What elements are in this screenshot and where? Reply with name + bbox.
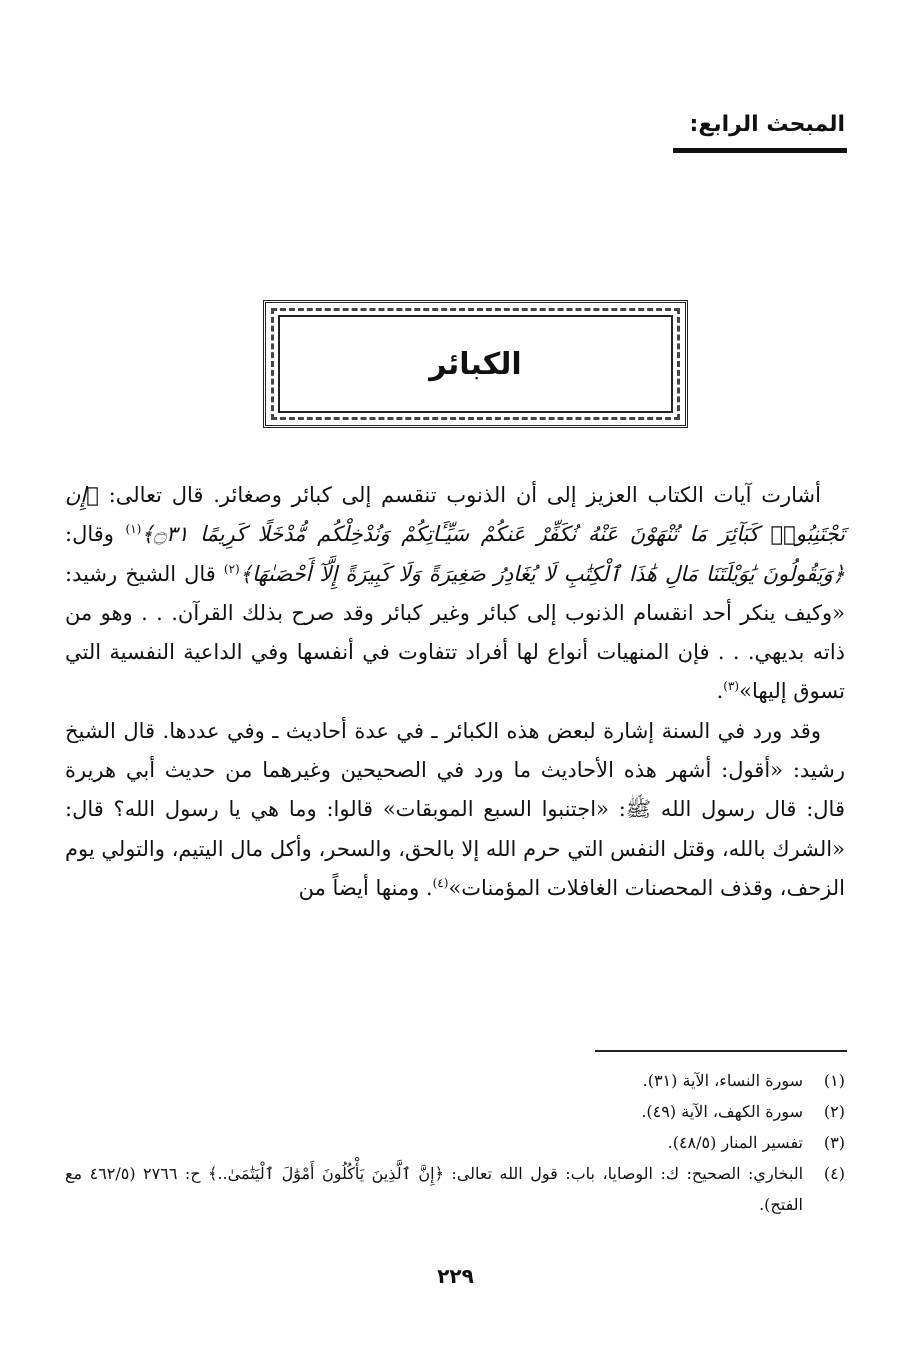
- paragraph-1-text-d: .: [716, 679, 724, 704]
- paragraph-1-text-a: أشارت آيات الكتاب العزيز إلى أن الذنوب تنقسم إلى كبائر وصغائر. قال تعالى:: [98, 483, 821, 507]
- footnote-2: [65, 1096, 845, 1127]
- chapter-title-frame: [271, 308, 680, 420]
- footnote-number: (٣): [823, 1133, 845, 1152]
- footnote-text: سورة الكهف، الآية (٤٩).: [641, 1102, 803, 1121]
- footnote-number: (٢): [823, 1102, 845, 1121]
- footnote-ref-2[interactable]: (٢): [223, 561, 240, 576]
- footnote-number: (١): [823, 1071, 845, 1090]
- footnote-text: سورة النساء، الآية (٣١).: [642, 1071, 803, 1090]
- body-text: [65, 476, 845, 908]
- paragraph-1-text-c: قال الشيخ رشيد: «وكيف ينكر أحد انقسام الذنوب إلى كبائر وغير كبائر وقد صرح بذلك القرآن. . . وهو من ذاته بديهي. . . فإن المنهيات أنواع لها أفراد تتفاوت في أنفسها وفي الداعية النفسية التي تسوق إليها»: [65, 561, 845, 704]
- paragraph-2-text-a: وقد ورد في السنة إشارة لبعض هذه الكبائر ـ في عدة أحاديث ـ وفي عددها. قال الشيخ رشيد: «أقول: أشهر هذه الأحاديث ما ورد في الصحيحين وغيرهما من حديث أبي هريرة قال: قال رسول الله ﷺ: «اجتنبوا السبع الموبقات» قالوا: وما هي يا رسول الله؟ قال: «الشرك بالله، وقتل النفس التي حرم الله إلا بالحق، والسحر، وأكل مال اليتيم، والتولي يوم الزحف، وقذف المحصنات الغافلات المؤمنات»: [65, 718, 845, 900]
- footnote-1: [65, 1065, 845, 1096]
- paragraph-2-text-b: . ومنها أيضاً من: [298, 875, 433, 900]
- paragraph-1-text-b: وقال:: [65, 522, 126, 547]
- section-heading: المبحث الرابع:: [689, 112, 845, 137]
- chapter-title: الكبائر: [429, 346, 522, 382]
- footnote-ref-1[interactable]: (١): [125, 522, 142, 537]
- chapter-title-box: [263, 300, 688, 428]
- footnote-ref-4[interactable]: (٤): [432, 875, 449, 890]
- paragraph-1: [65, 476, 845, 712]
- footnote-text: تفسير المنار (٤٨/٥).: [667, 1133, 803, 1152]
- paragraph-2: [65, 712, 845, 908]
- footnote-number: (٤): [823, 1164, 845, 1183]
- quran-verse-2: ﴿وَيَقُولُونَ يَٰوَيْلَتَنَا مَالِ هَٰذَا ٱلْكِتَٰبِ لَا يُغَادِرُ صَغِيرَةً وَلَا كَبِيرَةً إِلَّآ أَحْصَىٰهَا﴾: [239, 561, 845, 586]
- quran-verse-1: ﴿إِن تَجْتَنِبُوا۟ كَبَآئِرَ مَا تُنْهَوْنَ عَنْهُ نُكَفِّرْ عَنكُمْ سَيِّـَٔاتِكُمْ وَنُدْخِلْكُم مُّدْخَلًا كَرِيمًا ۝٣١﴾: [65, 483, 845, 547]
- page-number: ٢٢٩: [437, 1264, 474, 1288]
- footnote-ref-3[interactable]: (٣): [723, 679, 740, 694]
- footnotes: [65, 1065, 845, 1220]
- footnote-text: البخاري: الصحيح: ك: الوصايا، باب: قول الله تعالى: ﴿إِنَّ ٱلَّذِينَ يَأْكُلُونَ أَمْوَٰلَ ٱلْيَتَٰمَىٰ..﴾ ح: ٢٧٦٦ (٤٦٢/٥ مع الفتح).: [65, 1164, 804, 1214]
- footnote-separator: [595, 1050, 847, 1052]
- footnote-3: [65, 1127, 845, 1158]
- heading-underline: [673, 148, 847, 153]
- footnote-4: [65, 1158, 845, 1220]
